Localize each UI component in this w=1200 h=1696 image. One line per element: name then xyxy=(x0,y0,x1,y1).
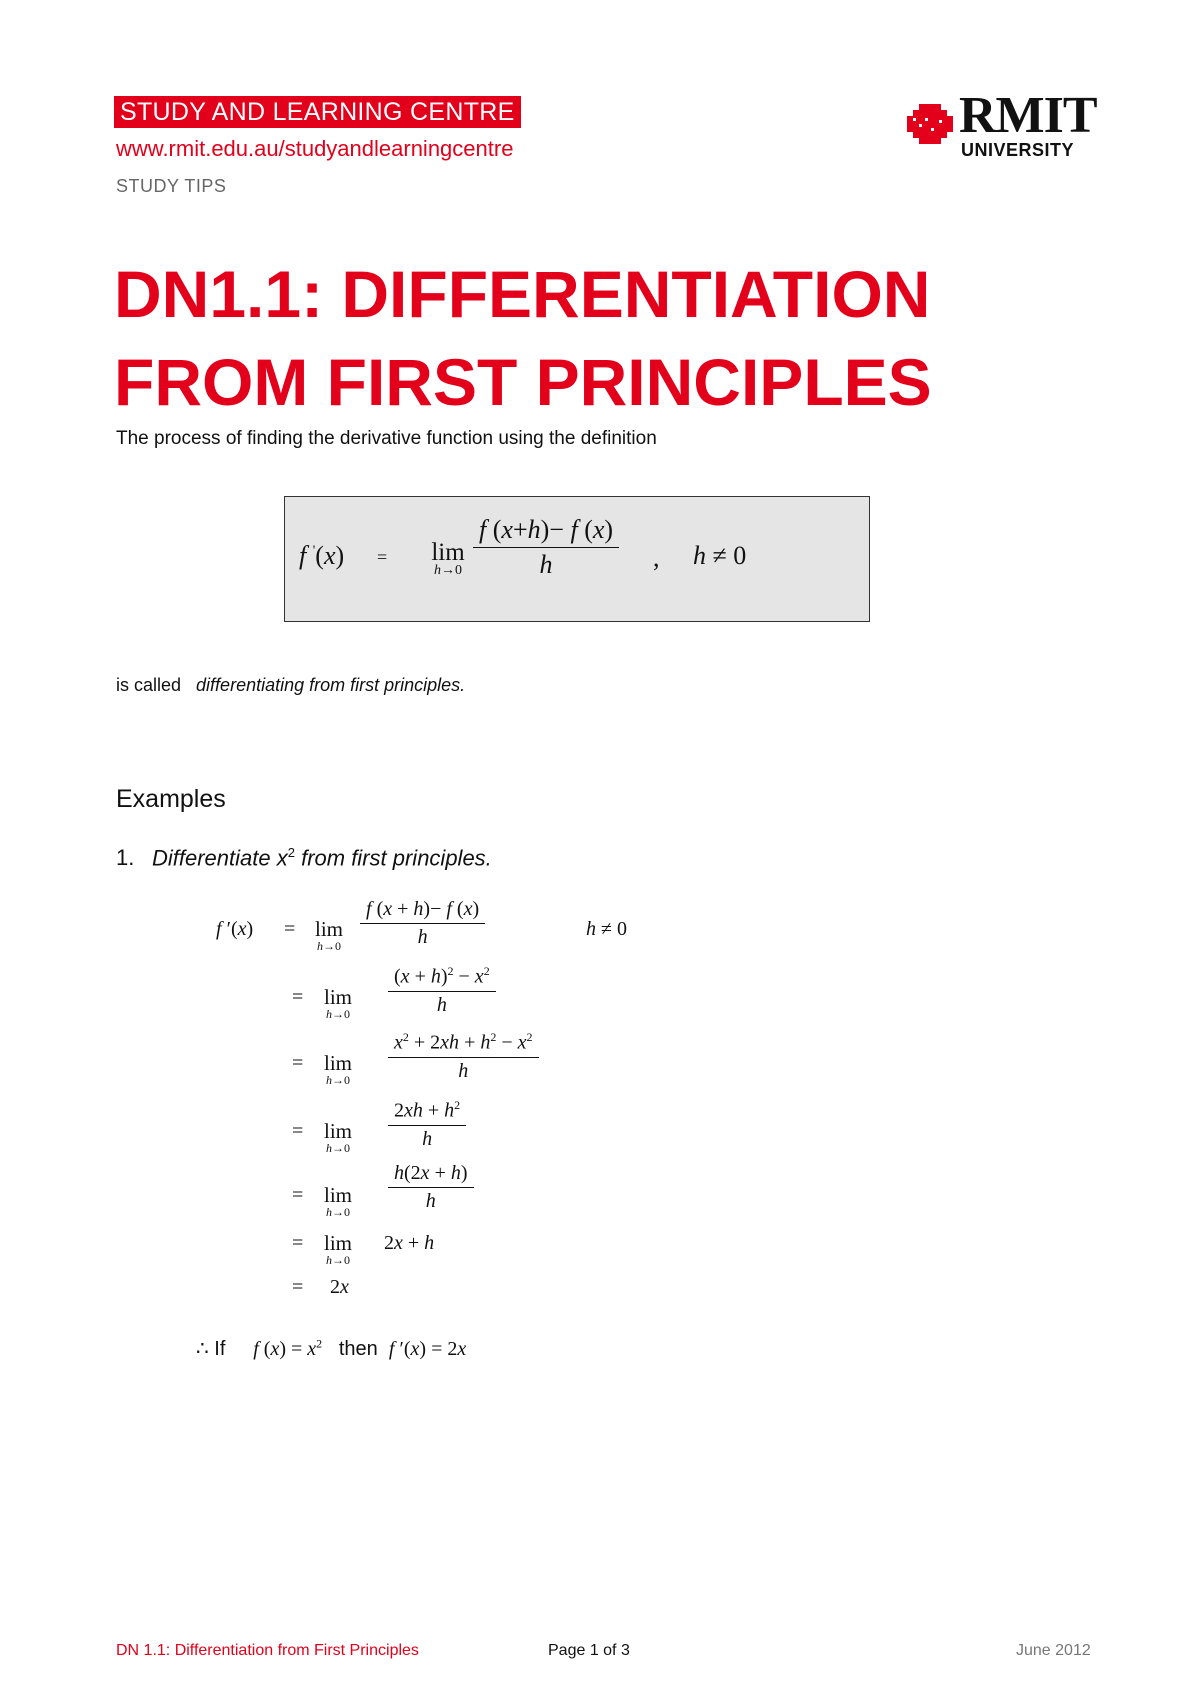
comma: , xyxy=(653,543,660,572)
step-2-fraction: $\frac{(x + h)^2 - x^2}{h}$ xyxy=(388,964,496,1017)
lim-1: lim h→0 xyxy=(314,917,343,953)
step-1-fraction: $\frac{f (x + h)- f (x)}{h}$ xyxy=(360,898,485,949)
eq-5: = xyxy=(292,1184,304,1206)
lim-5: lim h→0 xyxy=(323,1183,352,1219)
step-1-condition: h ≠ 0 xyxy=(586,918,627,940)
step-4-fraction: $\frac{2xh + h^2}{h}$ xyxy=(388,1098,466,1151)
limit-operator: lim h→0 xyxy=(431,539,465,578)
lim-6: lim h→0 xyxy=(323,1231,352,1267)
example-number: 1. xyxy=(116,845,135,871)
centre-badge: STUDY AND LEARNING CENTRE xyxy=(114,96,521,128)
equals-sign: = xyxy=(377,547,388,567)
eq-6: = xyxy=(292,1232,304,1254)
title-line-2: FROM FIRST PRINCIPLES xyxy=(114,345,932,419)
lim-4: lim h→0 xyxy=(323,1119,352,1155)
lim-3: lim h→0 xyxy=(323,1051,352,1087)
footer-document-title: DN 1.1: Differentiation from First Principles xyxy=(116,1642,419,1659)
step-5-fraction: $\frac{h(2x + h)}{h}$ xyxy=(388,1162,474,1213)
conclusion-if: ∴ If xyxy=(196,1338,226,1360)
lhs-f-prime: f ′(x) xyxy=(216,918,254,940)
example-text-sup: 2 xyxy=(287,845,295,860)
example-text-b: from first principles. xyxy=(294,845,492,871)
eq-2: = xyxy=(292,986,304,1008)
example-text-a: Differentiate x xyxy=(152,845,288,871)
called-prefix: is called xyxy=(116,675,182,695)
derivative-symbol: f '(x) xyxy=(299,541,345,570)
conclusion-f-of-x: f $(x) = x^2$ xyxy=(253,1336,323,1360)
eq-3: = xyxy=(292,1052,304,1074)
subtitle: The process of finding the derivative function using the definition xyxy=(116,428,657,449)
step-6-expression: 2x + h xyxy=(384,1232,435,1254)
step-7-result: 2x xyxy=(330,1276,349,1298)
centre-url[interactable]: www.rmit.edu.au/studyandlearningcentre xyxy=(116,136,514,161)
conclusion-then: then xyxy=(338,1338,378,1360)
examples-heading: Examples xyxy=(116,785,226,813)
eq-4: = xyxy=(292,1120,304,1142)
difference-quotient: $\frac{f (x+h)- f (x)}{h}$ xyxy=(473,515,619,580)
footer-date: June 2012 xyxy=(1016,1642,1091,1659)
h-not-zero-condition: h ≠ 0 xyxy=(693,541,747,570)
title-line-1: DN1.1: DIFFERENTIATION xyxy=(114,257,931,331)
conclusion-line xyxy=(196,1336,466,1361)
eq-7: = xyxy=(292,1276,304,1298)
conclusion-f-prime: f ′(x) = 2x xyxy=(388,1338,467,1360)
logo-wordmark: RMIT xyxy=(959,87,1097,144)
lim-2: lim h→0 xyxy=(323,985,352,1021)
called-term: differentiating from first principles. xyxy=(196,675,466,695)
eq-1: = xyxy=(284,918,296,940)
footer-page-number: Page 1 of 3 xyxy=(548,1642,630,1659)
logo-subtitle: UNIVERSITY xyxy=(961,140,1075,160)
step-3-fraction: $\frac{x^2 + 2xh + h^2 - x^2}{h}$ xyxy=(388,1030,539,1083)
section-label: STUDY TIPS xyxy=(116,176,227,196)
